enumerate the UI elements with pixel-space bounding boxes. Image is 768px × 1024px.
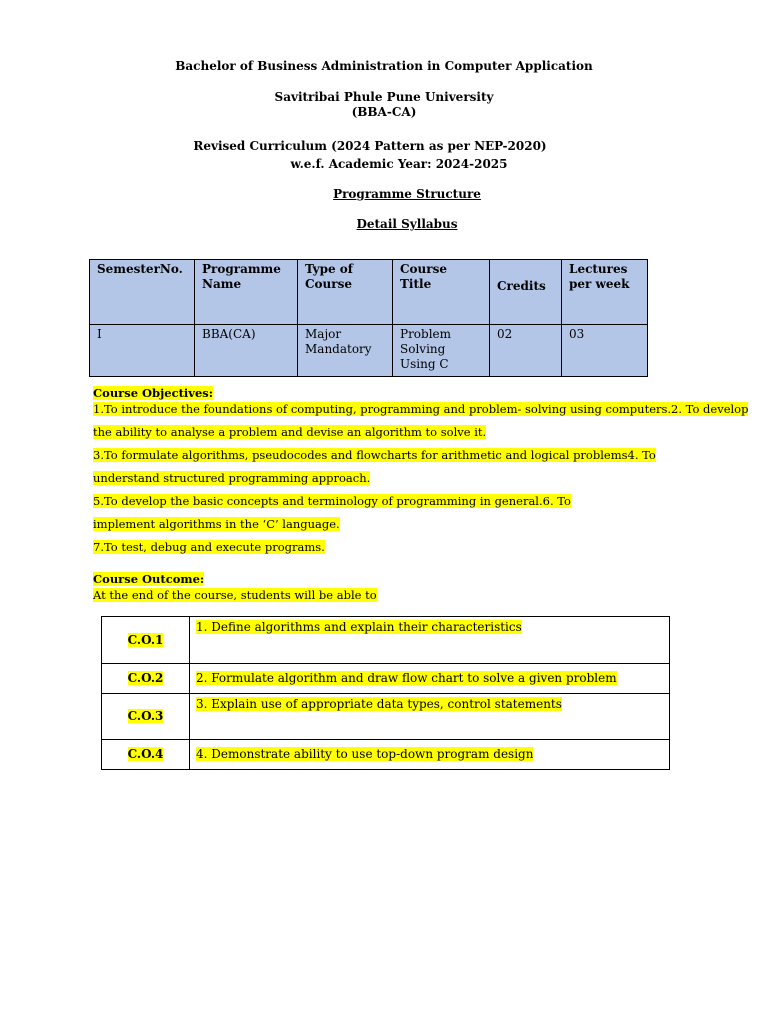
- document-title: Bachelor of Business Administration in Computer Application: [175, 59, 593, 73]
- co-code: C.O.2: [127, 671, 164, 685]
- objective-line: 7.To test, debug and execute programs.: [93, 540, 325, 554]
- header-semester: SemesterNo.: [90, 260, 195, 325]
- programme-structure-heading: Programme Structure: [333, 187, 481, 201]
- objective-line: implement algorithms in the ‘C’ language.: [93, 517, 340, 531]
- co-description: 4. Demonstrate ability to use top-down program design: [196, 747, 534, 761]
- co-description-cell: [190, 740, 670, 770]
- programme-code: (BBA-CA): [351, 105, 417, 119]
- co-description: 2. Formulate algorithm and draw flow chart to solve a given problem: [196, 671, 617, 685]
- co-code-cell: [102, 664, 190, 694]
- co-code-cell: [102, 740, 190, 770]
- course-outcome-table: [101, 616, 670, 770]
- co-description-cell: [190, 664, 670, 694]
- table-row: [102, 740, 670, 770]
- co-description-cell: [190, 617, 670, 664]
- co-description-cell: [190, 694, 670, 740]
- academic-year: w.e.f. Academic Year: 2024-2025: [290, 157, 508, 171]
- header-programme-name: Programme Name: [195, 260, 298, 325]
- course-outcome-intro: At the end of the course, students will be able to: [93, 588, 377, 602]
- co-code-cell: [102, 694, 190, 740]
- course-objectives-title: Course Objectives:: [93, 386, 213, 400]
- cell-course-title: Problem Solving Using C: [393, 325, 490, 377]
- table-row: [102, 694, 670, 740]
- objective-line: the ability to analyse a problem and devise an algorithm to solve it.: [93, 425, 487, 439]
- cell-type-of-course: Major Mandatory: [298, 325, 393, 377]
- objective-line: 1.To introduce the foundations of computing, programming and problem- solving using computers.2. To develop: [93, 402, 749, 416]
- table-row: [102, 664, 670, 694]
- header-type-of-course: Type of Course: [298, 260, 393, 325]
- course-table-header-row: [90, 260, 648, 325]
- objective-line: understand structured programming approach.: [93, 471, 371, 485]
- objective-line: 5.To develop the basic concepts and terminology of programming in general.6. To: [93, 494, 571, 508]
- course-table: [89, 259, 648, 377]
- course-outcome-title: Course Outcome:: [93, 572, 205, 586]
- cell-semester: I: [90, 325, 195, 377]
- objective-line: 3.To formulate algorithms, pseudocodes and flowcharts for arithmetic and logical problems4. To: [93, 448, 656, 462]
- co-description: 3. Explain use of appropriate data types, control statements: [196, 697, 562, 711]
- header-credits: Credits: [490, 260, 562, 325]
- co-code-cell: [102, 617, 190, 664]
- header-lectures-per-week: Lectures per week: [562, 260, 648, 325]
- co-code: C.O.4: [127, 747, 164, 761]
- cell-credits: 02: [490, 325, 562, 377]
- header-course-title: Course Title: [393, 260, 490, 325]
- cell-lectures-per-week: 03: [562, 325, 648, 377]
- co-description: 1. Define algorithms and explain their characteristics: [196, 620, 522, 634]
- table-row: [102, 617, 670, 664]
- co-code: C.O.3: [127, 709, 164, 723]
- co-code: C.O.1: [127, 632, 164, 647]
- course-table-row: [90, 325, 648, 377]
- university-name: Savitribai Phule Pune University: [274, 90, 494, 104]
- detail-syllabus-heading: Detail Syllabus: [356, 217, 458, 231]
- curriculum-line: Revised Curriculum (2024 Pattern as per NEP-2020): [193, 139, 547, 153]
- cell-programme-name: BBA(CA): [195, 325, 298, 377]
